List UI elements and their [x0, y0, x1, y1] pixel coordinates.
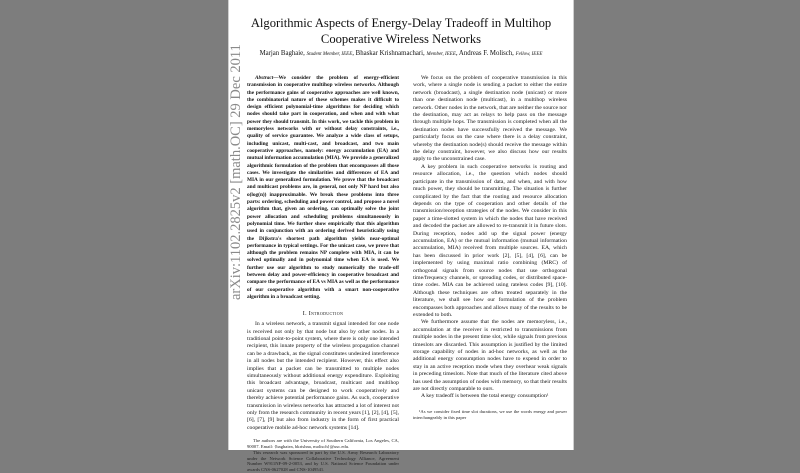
intro-paragraph: In a wireless network, a transmit signal intended for one node is received not only by that node but also by other nodes. In a traditional point-to-point system, where there is only one intended recipient, this innate property of the wireless propagation channel can be a drawback, as the signal constitutes undesired interference in all nodes but the intended recipient. However, this effect also implies that a packet can be transmitted to multiple nodes simultaneously without additional energy expenditure. Exploiting this broadcast advantage, broadcast, multicast and multihop unicast systems can be designed to work cooperatively and thereby achieve potential performance gains. As such, cooperative transmission in wireless networks has attracted a lot of interest not only from the research community in recent years [1], [2], [4], [5], [6], [7], [9] but also from industry in the form of first practical cooperative mobile ad-hoc network systems [14]. [247, 321, 399, 431]
footnote-funding: This research was sponsored in part by the U.S. Army Research Laboratory under the Network Science Collaborative Technology Alliance, Agreement Number W911NF-09-2-0053, and by U.S. National Science Foundation under awards CNS-0627028 and CNS-1049541. [247, 449, 399, 473]
author-role: Fellow, IEEE [515, 52, 543, 57]
section-heading [247, 310, 399, 318]
author-role: Student Member, IEEE [306, 52, 353, 57]
left-column [247, 75, 399, 473]
footnote-energy: ¹As we consider fixed time slot durations, we use the words energy and power interchangeably in this paper [413, 408, 567, 420]
abstract [247, 75, 399, 301]
arxiv-stamp: arXiv:1102.2825v2 [math.OC] 29 Dec 2011 [228, 44, 244, 300]
footnote-affiliation: The authors are with the University of Southern California, Los Angeles, CA, 90007. Email: {baghaiea, bkrishna, molisch}@usc.edu. [247, 438, 399, 450]
title-line-2: Cooperative Wireless Networks [320, 32, 482, 46]
paper-title [229, 15, 573, 47]
abstract-text: —We consider the problem of energy-efficient transmission in cooperative multihop wireless networks. Although the performance gains of cooperative approaches are well known, the combinatorial nature of these schemes makes it difficult to design efficient polynomial-time algorithms for deciding which nodes should take part in cooperation, and when and with what power they should transmit. In this work, we tackle this problem in memoryless networks with or without delay constraints, i.e., quality of service guarantee. We analyze a wide class of setups, including unicast, multi-cast, and broadcast, and two main cooperative approaches, namely: energy accumulation (EA) and mutual information accumulation (MIA). We provide a generalized algorithmic formulation of the problem that encompasses all those cases. We investigate the similarities and differences of EA and MIA in our generalized formulation. We prove that the broadcast and multicast problems are, in general, not only NP hard but also o(log(n)) inapproximable. We break these problems into three parts: ordering, scheduling and power control, and propose a novel algorithm that, given an ordering, can optimally solve the joint power allocation and scheduling problems simultaneously in polynomial time. We further show empirically that this algorithm used in conjunction with an ordering derived heuristically using the Dijkstra's shortest path algorithm yields near-optimal performance in typical settings. For the unicast case, we prove that although the problem remains NP complete with MIA, it can be solved optimally and in polynomial time when EA is used. We further use our algorithm to study numerically the trade-off between delay and power-efficiency in cooperative broadcast and compare the performance of EA vs MIA as well as the performance of our cooperative algorithm with a smart non-cooperative algorithm in a broadcast setting. [247, 75, 399, 300]
section-heading-text: I. Introduction [302, 311, 344, 318]
author-role: Member, IEEE [426, 52, 456, 57]
author-name: , Bhaskar Krishnamachari, [352, 50, 427, 57]
footnotes-left [247, 438, 399, 473]
paragraph: A key problem in such cooperative networks is routing and resource allocation, i.e., the question which nodes should participate in the transmission of data, and when, and with how much power, they should be transmitting. The situation is further complicated by the fact that the routing and resource allocation depends on the type of cooperation and other details of the transmission/reception strategies of the nodes. We consider in this paper a time-slotted system in which the nodes that have received and decoded the packet are allowed to re-transmit it in future slots. During reception, nodes add up the signal power (energy accumulation, EA) or the mutual information (mutual information accumulation, MIA) received from multiple sources. EA, which has been discussed in prior work [2], [5], [4], [6], can be implemented by using maximal ratio combining (MRC) of orthogonal signals from source nodes that use orthogonal time/frequency channels, or spreading codes, or distributed space-time codes. MIA can be achieved using rateless codes [9], [10]. Although these techniques are often treated separately in the literature, we shall see how our formulation of the problem encompasses both approaches and allows many of the results to be extended to both. [413, 163, 567, 318]
abstract-label: Abstract [255, 75, 274, 81]
footnotes-right [413, 409, 567, 421]
paragraph: We focus on the problem of cooperative transmission in this work, where a single node is sending a packet to either the entire network (broadcast), a single destination node (unicast) or more than one destination node (multicast), in a multihop wireless network. Other nodes in the network, that are neither the source nor the destination, may act as relays to help pass on the message through multiple hops. The transmission is completed when all the destination nodes have successfully received the message. We particularly focus on the case where there is a delay constraint, whereby the destination node(s) should receive the message within the delay constraint, however, we also discuss how our results apply to the unconstrained case. [413, 75, 567, 163]
author-list [229, 50, 573, 57]
paragraph: A key tradeoff is between the total energy consumption¹ [421, 393, 549, 400]
title-line-1: Algorithmic Aspects of Energy-Delay Tradeoff in Multihop [250, 16, 552, 30]
paragraph: We furthermore assume that the nodes are memoryless, i.e., accumulation at the receiver is restricted to transmissions from multiple nodes in the present time slot, while signals from previous timeslots are discarded. This assumption is justified by the limited storage capability of nodes in ad-hoc networks, as well as the additional energy consumption nodes have to expend in order to stay in an active reception mode when they overhear weak signals in preceding timeslots. Note that much of the literature cited above has used the assumption of nodes with memory, so that their results are not directly comparable to ours. [413, 319, 567, 393]
right-column [413, 75, 567, 420]
paper-page [228, 0, 574, 473]
author-name: Marjan Baghaie, [259, 50, 307, 57]
author-name: , Andreas F. Molisch, [455, 50, 516, 57]
